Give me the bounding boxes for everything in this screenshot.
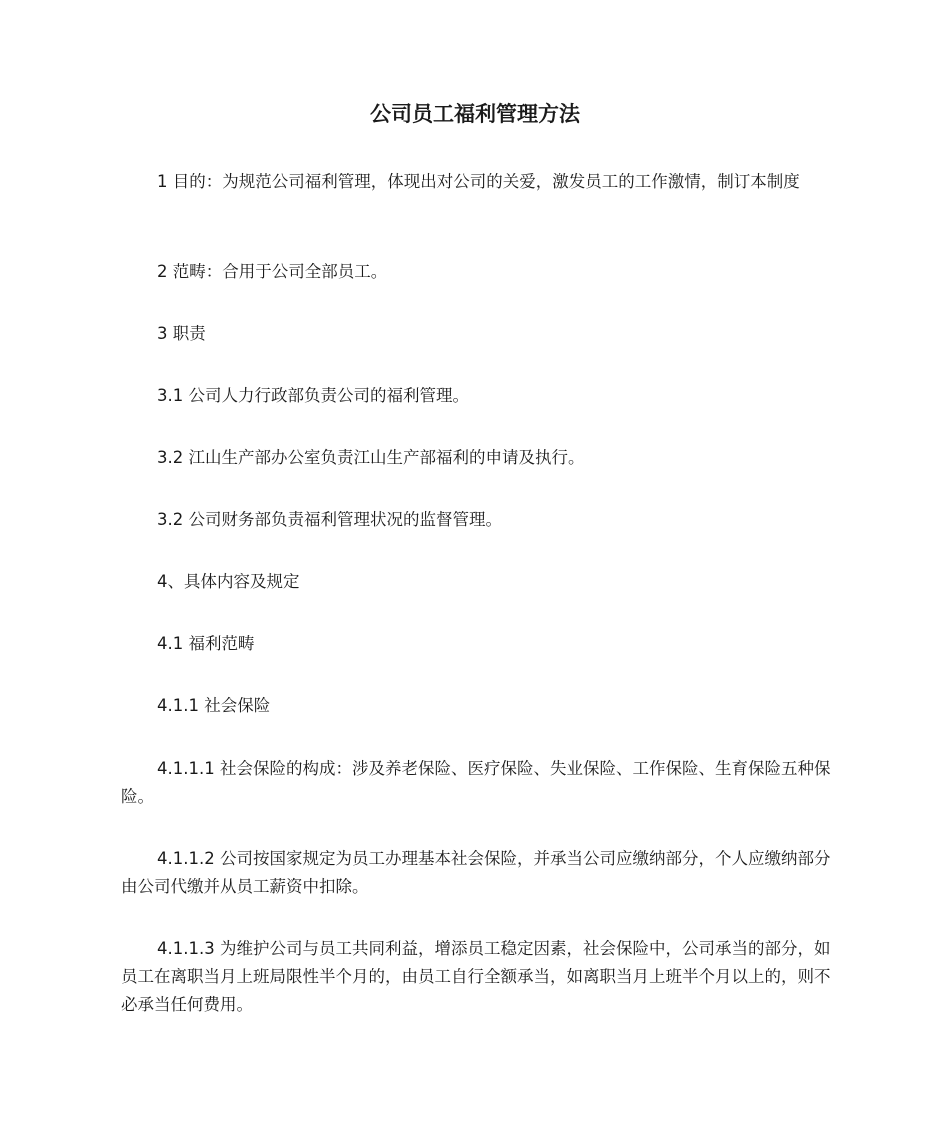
paragraph-scope: 2 范畴：合用于公司全部员工。 — [157, 262, 388, 281]
paragraph-4-1-1-2: 4.1.1.2 公司按国家规定为员工办理基本社会保险，并承当公司应缴纳部分，个人应缴纳部分由公司代缴并从员工薪资中扣除。 — [121, 849, 831, 896]
paragraph-4-1-1-1: 4.1.1.1 社会保险的构成：涉及养老保险、医疗保险、失业保险、工作保险、生育保险五种保险。 — [121, 759, 831, 806]
paragraph-responsibilities-heading: 3 职责 — [157, 324, 206, 343]
paragraph-4-1-1-3: 4.1.1.3 为维护公司与员工共同利益，增添员工稳定因素，社会保险中，公司承当的部分，如员工在离职当月上班局限性半个月的，由员工自行全额承当，如离职当月上班半个月以上的，则不必承当任何费用。 — [121, 939, 831, 1014]
paragraph-4-1-1-heading: 4.1.1 社会保险 — [157, 696, 271, 715]
paragraph-3-2-jiangshan: 3.2 江山生产部办公室负责江山生产部福利的申请及执行。 — [157, 448, 585, 467]
paragraph-3-1: 3.1 公司人力行政部负责公司的福利管理。 — [157, 386, 469, 405]
paragraph-3-2-finance: 3.2 公司财务部负责福利管理状况的监督管理。 — [157, 510, 502, 529]
paragraph-purpose: 1 目的：为规范公司福利管理，体现出对公司的关爱，激发员工的工作激情，制订本制度 — [157, 172, 800, 191]
document-title: 公司员工福利管理方法 — [370, 102, 580, 126]
paragraph-4-1-heading: 4.1 福利范畴 — [157, 634, 255, 653]
paragraph-section-4-heading: 4、具体内容及规定 — [157, 572, 300, 591]
